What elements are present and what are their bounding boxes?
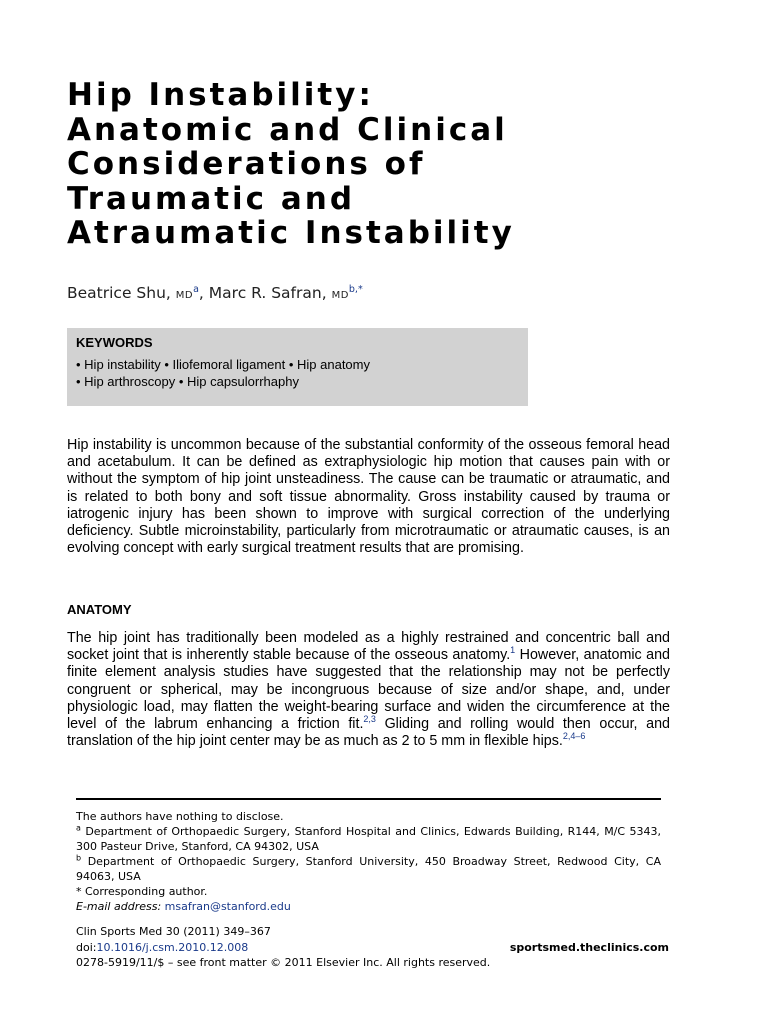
title-line: Atraumatic Instability: [67, 215, 515, 251]
affiliation-a: [76, 824, 661, 854]
title-line: Anatomic and Clinical: [67, 111, 508, 148]
affiliation-text: Department of Orthopaedic Surgery, Stanford University, 450 Broadway Street, Redwood City, CA 94063, USA: [76, 855, 661, 883]
section-heading: ANATOMY: [67, 602, 132, 617]
author-degree: MD: [331, 290, 349, 302]
body-text: The hip joint has traditionally been modeled as a highly restrained and concentric ball and socket joint that is inherently stable because of the osseous anatomy.: [67, 630, 670, 664]
doi-label: doi:: [76, 940, 97, 954]
author-degree: MD: [175, 290, 194, 302]
author-list: [67, 284, 363, 302]
copyright-line: 0278-5919/11/$ – see front matter © 2011 Elsevier Inc. All rights reserved.: [76, 956, 491, 969]
abstract-paragraph: Hip instability is uncommon because of the substantial conformity of the osseous femoral head and acetabulum. It can be defined as extraphysiologic hip motion that causes pain with or without the symptom of hip joint unsteadiness. The cause can be traumatic or atraumatic, and is related to both bony and soft tissue abnormality. Gross instability caused by trauma or iatrogenic injury has been shown to improve with surgical correction of the underlying deficiency. Subtle microinstability, particularly from microtraumatic or atraumatic causes, is an evolving concept with early surgical treatment results that are promising.: [67, 437, 670, 557]
journal-info: [76, 924, 669, 971]
affiliation-text: Department of Orthopaedic Surgery, Stanford Hospital and Clinics, Edwards Building, R144, M/C 5343, 300 Pasteur Drive, Stanford, CA 94302, USA: [76, 825, 661, 853]
keywords-line: • Hip arthroscopy • Hip capsulorrhaphy: [76, 374, 299, 389]
doi-link[interactable]: 10.1016/j.csm.2010.12.008: [96, 940, 249, 954]
citation-line: Clin Sports Med 30 (2011) 349–367: [76, 925, 271, 938]
affiliation-mark: b: [76, 853, 82, 863]
title-line: Hip Instability:: [67, 77, 374, 113]
journal-site-link[interactable]: sportsmed.theclinics.com: [509, 940, 669, 954]
footnotes: [76, 809, 661, 914]
corresponding-note: * Corresponding author.: [76, 885, 208, 898]
article-title: [67, 78, 687, 251]
affiliation-link[interactable]: a: [193, 284, 199, 295]
footnote-divider: [76, 798, 661, 800]
author-name: Marc R. Safran,: [208, 284, 327, 303]
email-line: [76, 899, 661, 914]
affiliation-b: [76, 854, 661, 884]
author-separator: ,: [198, 284, 204, 303]
keywords-line: • Hip instability • Iliofemoral ligament • Hip anatomy: [76, 357, 370, 372]
body-text: However, anatomic and finite element analysis studies have suggested that the relationship may not be perfectly congruent or spherical, may be incongruous because of size and/or shape, and, under physiologic load, may flatten the weight-bearing surface and widen the circumference at the level of the labrum enhancing a friction fit.: [67, 647, 670, 733]
affiliation-mark: a: [76, 823, 81, 833]
title-line: Considerations of: [67, 146, 426, 182]
email-label: E-mail address:: [76, 900, 162, 913]
keywords-box: [67, 328, 528, 406]
author-name: Beatrice Shu,: [67, 284, 171, 303]
disclosure-note: The authors have nothing to disclose.: [76, 810, 284, 823]
citation-link[interactable]: 2,3: [363, 714, 376, 725]
citation-link[interactable]: 2,4–6: [562, 731, 586, 742]
body-paragraph: [67, 630, 670, 750]
body-text: Gliding and rolling would then occur, and translation of the hip joint center may be as much as 2 to 5 mm in flexible hips.: [67, 716, 670, 750]
affiliation-link[interactable]: b,*: [348, 284, 363, 295]
citation-link[interactable]: 1: [510, 645, 516, 656]
email-link[interactable]: msafran@stanford.edu: [164, 900, 291, 913]
keywords-heading: KEYWORDS: [76, 335, 153, 350]
title-line: Traumatic and: [67, 180, 356, 217]
